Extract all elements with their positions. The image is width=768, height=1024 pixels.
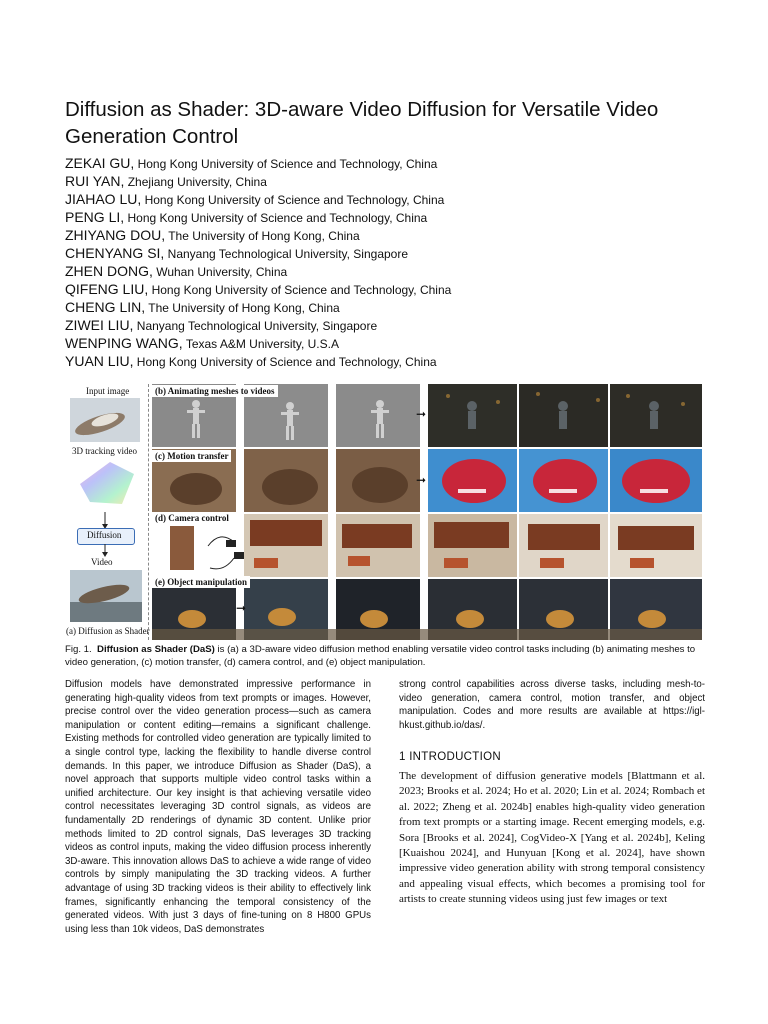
caption-text: is (a) a 3D-aware video diffusion method enabling versatile video control tasks including (b) animating meshes to video generation, (c) motion transfer, (d) camera control, and (e) object manipulation.	[65, 644, 696, 668]
author-name: ZHIYANG DOU,	[65, 227, 166, 243]
cup-shapes	[152, 579, 702, 640]
down-arrow-icon	[100, 544, 110, 558]
author-name: CHENG LIN,	[65, 299, 146, 315]
caption-prefix: Fig. 1.	[65, 644, 92, 655]
author-name: RUI YAN,	[65, 173, 125, 189]
author-line	[65, 334, 725, 352]
author-affiliation: Nanyang Technological University, Singapore	[164, 247, 409, 261]
row-label-motion: (c) Motion transfer	[152, 450, 231, 462]
input-image-thumbnail	[70, 398, 140, 442]
author-affiliation: Hong Kong University of Science and Technology, China	[141, 193, 445, 207]
author-line	[65, 208, 725, 226]
dragon-shapes	[428, 449, 702, 512]
author-line	[65, 172, 725, 190]
author-name: CHENYANG SI,	[65, 245, 165, 261]
author-affiliation: The University of Hong Kong, China	[165, 229, 360, 243]
author-name: ZEKAI GU,	[65, 155, 135, 171]
right-arrow-icon: ➞	[236, 601, 247, 615]
author-line	[65, 316, 725, 334]
tracking-video-thumbnail	[74, 458, 140, 510]
camera-path-icon	[160, 524, 252, 580]
library-shelves	[244, 514, 702, 577]
abstract-right: strong control capabilities across diverse tasks, including mesh-to-video generation, camera control, motion transfer, and object manipulation. Codes and more results are available at https://igl-hkust.github.io/das/.	[399, 679, 705, 731]
row-label-animating: (b) Animating meshes to videos	[152, 385, 278, 397]
author-affiliation: Hong Kong University of Science and Technology, China	[134, 157, 438, 171]
diffusion-label: Diffusion	[87, 530, 122, 540]
author-affiliation: The University of Hong Kong, China	[145, 301, 340, 315]
author-list	[65, 154, 725, 370]
author-line	[65, 226, 725, 244]
author-name: WENPING WANG,	[65, 335, 183, 351]
robot-figures	[428, 384, 702, 447]
abstract-left: Diffusion models have demonstrated impressive performance in generating high-quality videos from text prompts or images. However, precise control over the video generation process—such as camera manipulation or content editing—remains a significant challenge. Existing methods for controlled video generation are typically limited to a single control type, lacking the flexibility to handle diverse control demands. In this paper, we introduce Diffusion as Shader (DaS), a novel approach that supports multiple video control tasks within a unified architecture. Our key insight is that achieving versatile video control necessitates leveraging 3D control signals, as videos are fundamentally 2D renderings of dynamic 3D content. Unlike prior methods limited to 2D control signals, DaS leverages 3D tracking videos as control inputs, making the video diffusion process inherently 3D-aware. This innovation allows DaS to achieve a wide range of video controls by simply manipulating the 3D tracking videos. A further advantage of using 3D tracking videos is their ability to effectively link frames, significantly enhancing the temporal consistency of the generated videos. With just 3 days of fine-tuning on 8 H800 GPUs using less than 10k videos, DaS demonstrates	[65, 679, 371, 935]
author-affiliation: Wuhan University, China	[152, 265, 288, 279]
author-line	[65, 280, 725, 298]
author-affiliation: Nanyang Technological University, Singapore	[133, 319, 378, 333]
section-heading: 1 INTRODUCTION	[399, 751, 501, 763]
figure-divider	[148, 384, 150, 640]
author-affiliation: Zhejiang University, China	[124, 175, 267, 189]
author-name: YUAN LIU,	[65, 353, 134, 369]
tracking-video-label: 3D tracking video	[72, 446, 137, 456]
intro-paragraph: The development of diffusion generative models [Blattmann et al. 2023; Brooks et al. 2024; Ho et al. 2020; Lin et al. 2024; Rombach et al. 2022; Zheng et al. 2024b] enables high-quality video generation from text prompts or a starting image. Recent emerging models, e.g. Sora [Brooks et al. 2024], CogVideo-X [Yang et al. 2024b], Keling [Kuaishou 2024], and Hunyuan [Kong et al. 2024], have shown impressive video generation ability with strong temporal consistency and appealing visual effects, which becomes a promising tool for artists to create stunning videos using just few images or text	[399, 770, 705, 906]
right-arrow-icon: ➞	[416, 407, 427, 421]
figure-caption	[65, 643, 705, 669]
author-affiliation: Hong Kong University of Science and Technology, China	[148, 283, 452, 297]
author-name: ZHEN DONG,	[65, 263, 153, 279]
row-label-camera: (d) Camera control	[152, 512, 232, 524]
video-label: Video	[91, 557, 113, 567]
teaser-figure	[60, 384, 702, 640]
author-name: QIFENG LIU,	[65, 281, 149, 297]
author-line	[65, 244, 725, 262]
author-line	[65, 352, 725, 370]
author-name: JIAHAO LU,	[65, 191, 142, 207]
author-line	[65, 262, 725, 280]
das-label: (a) Diffusion as Shader	[66, 626, 150, 636]
author-name: ZIWEI LIU,	[65, 317, 134, 333]
output-video-thumbnail	[70, 570, 142, 622]
caption-bold: Diffusion as Shader (DaS)	[97, 644, 215, 655]
right-arrow-icon: ➞	[416, 473, 427, 487]
author-affiliation: Hong Kong University of Science and Technology, China	[133, 355, 437, 369]
author-name: PENG LI,	[65, 209, 125, 225]
author-affiliation: Hong Kong University of Science and Technology, China	[124, 211, 428, 225]
input-image-label: Input image	[86, 386, 130, 396]
author-line	[65, 154, 725, 172]
row-label-object: (e) Object manipulation	[152, 576, 250, 588]
author-affiliation: Texas A&M University, U.S.A	[182, 337, 339, 351]
author-line	[65, 190, 725, 208]
author-line	[65, 298, 725, 316]
paper-title: Diffusion as Shader: 3D-aware Video Diffusion for Versatile Video Generation Control	[65, 98, 659, 148]
